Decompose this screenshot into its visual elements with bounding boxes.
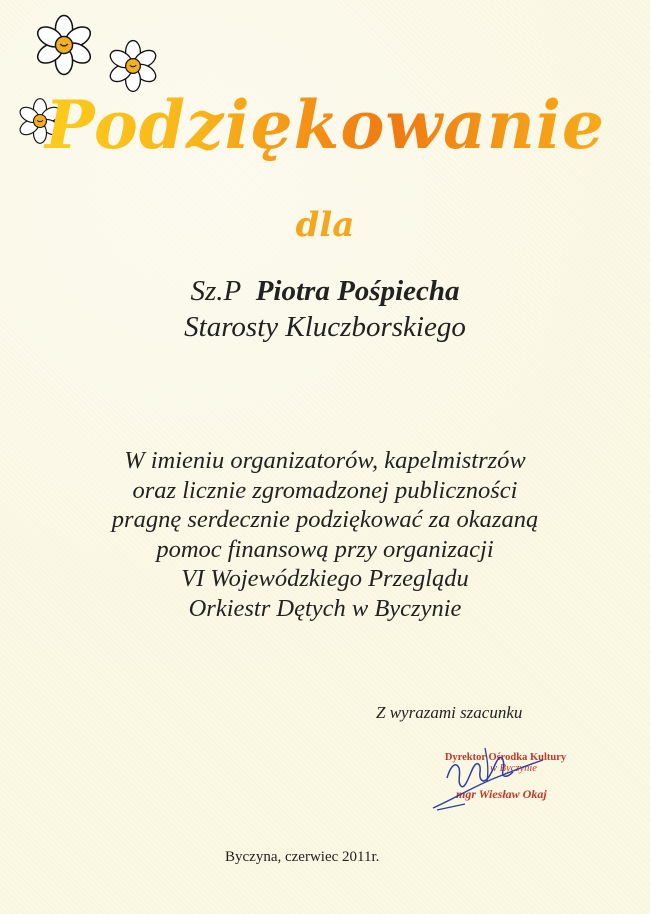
body-line: W imieniu organizatorów, kapelmistrzów — [124, 447, 526, 474]
body-line: pragnę serdecznie podziękować za okazaną — [111, 506, 539, 533]
daisy-flower-icon — [107, 41, 158, 92]
thanks-body — [60, 446, 590, 623]
signature-icon — [425, 738, 555, 818]
recipient-block — [0, 273, 650, 345]
body-line: pomoc finansową przy organizacji — [156, 535, 494, 563]
closing-text: Z wyrazami szacunku — [376, 703, 523, 722]
recipient-role: Starosty Kluczborskiego — [184, 311, 466, 343]
body-line: Orkiestr Dętych w Byczynie — [188, 594, 462, 622]
recipient-name: Piotra Pośpiecha — [255, 275, 460, 307]
body-line: VI Wojewódzkiego Przeglądu — [181, 565, 469, 592]
body-line: oraz licznie zgromadzonej publiczności — [132, 476, 518, 504]
stamp-name: mgr Wiesław Okaj — [456, 787, 547, 801]
stamp-title: Dyrektor Ośrodka Kultury — [444, 752, 567, 763]
daisy-flower-icon — [34, 16, 94, 75]
for-word: dla — [295, 205, 355, 245]
recipient-line — [0, 273, 650, 309]
recipient-prefix: Sz.P — [190, 275, 242, 307]
place-and-date: Byczyna, czerwiec 2011r. — [225, 849, 380, 865]
certificate-title: Podziękowanie — [0, 86, 650, 164]
stamp-location: w Byczynie — [490, 763, 537, 774]
